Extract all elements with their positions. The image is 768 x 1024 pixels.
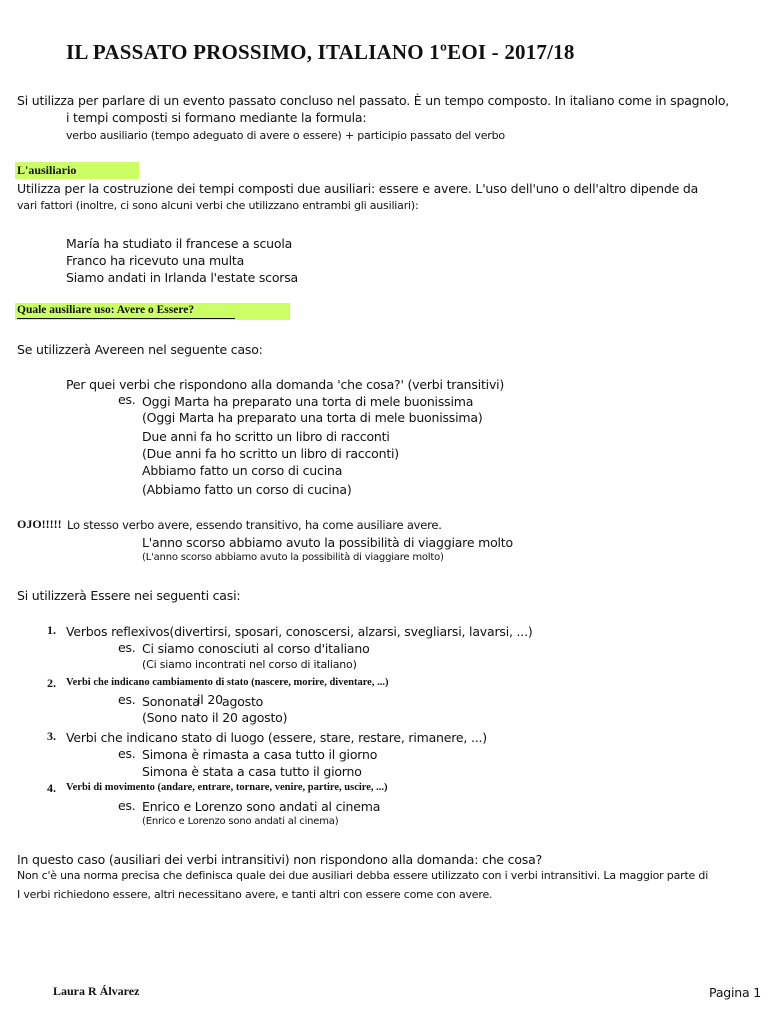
footer-author: Laura R Álvarez (53, 984, 140, 998)
intro-line-1: Si utilizza per parlare di un evento passato concluso nel passato. È un tempo composto. In italiano come in spagnolo, (17, 93, 730, 108)
essere-item-1-number: 1. (47, 623, 56, 637)
intro-formula: verbo ausiliario (tempo adeguato di avere o essere) + participio passato del verbo (66, 129, 505, 142)
avere-example-2: (Oggi Marta ha preparato una torta di mele buonissima) (142, 410, 483, 425)
essere-item-2-text: Verbi che indicano cambiamento di stato (nascere, morire, diventare, ...) (66, 677, 389, 688)
quale-heading-underline (17, 318, 235, 319)
essere-item-4-text: Verbi di movimento (andare, entrare, tornare, venire, partire, uscire, ...) (66, 782, 388, 793)
ojo-text: Lo stesso verbo avere, essendo transitivo, ha come ausiliare avere. (67, 518, 442, 532)
essere-item-2-example-1b: il 20 (197, 692, 223, 707)
ausiliario-example-3: Siamo andati in Irlanda l'estate scorsa (66, 270, 298, 285)
page-title: IL PASSATO PROSSIMO, ITALIANO 1ºEOI - 2017/18 (66, 40, 575, 64)
ausiliario-example-1: María ha studiato il francese a scuola (66, 236, 293, 251)
essere-item-3-example-2: Simona è stata a casa tutto il giorno (142, 764, 362, 779)
essere-item-3-number: 3. (47, 729, 56, 743)
essere-item-1-example-2: (Ci siamo incontrati nel corso di italiano) (142, 658, 357, 671)
avere-example-4: (Due anni fa ho scritto un libro di racconti) (142, 446, 399, 461)
avere-example-3: Due anni fa ho scritto un libro di racconti (142, 429, 390, 444)
ojo-example-1: L'anno scorso abbiamo avuto la possibilità di viaggiare molto (142, 535, 513, 550)
essere-item-2-example-1a: Sononata (142, 694, 200, 709)
essere-item-1-text: Verbos reflexivos(divertirsi, sposari, conoscersi, alzarsi, svegliarsi, lavarsi, ...) (66, 624, 533, 639)
essere-item-2-example-1c: agosto (222, 694, 264, 709)
essere-item-3-es: es. (118, 746, 136, 761)
ausiliario-text-1: Utilizza per la costruzione dei tempi composti due ausiliari: essere e avere. L'uso dell'uno o dell'altro dipende da (17, 181, 699, 196)
essere-intro: Si utilizzerà Essere nei seguenti casi: (17, 588, 241, 603)
essere-item-1-example-1: Ci siamo conosciuti al corso d'italiano (142, 641, 370, 656)
avere-example-5: Abbiamo fatto un corso di cucina (142, 463, 343, 478)
ausiliario-heading: L'ausiliario (17, 163, 77, 177)
conclusion-line-1: In questo caso (ausiliari dei verbi intransitivi) non rispondono alla domanda: che cosa? (17, 852, 543, 867)
avere-es-label: es. (118, 392, 136, 407)
ojo-label: OJO!!!!! (17, 517, 62, 531)
essere-item-2-es: es. (118, 692, 136, 707)
footer-page-number: Pagina 1 (709, 985, 761, 1000)
essere-item-4-example-2: (Enrico e Lorenzo sono andati al cinema) (142, 816, 339, 827)
essere-item-2-example-2: (Sono nato il 20 agosto) (142, 710, 288, 725)
avere-example-6: (Abbiamo fatto un corso di cucina) (142, 482, 352, 497)
transitivi-rule: Per quei verbi che rispondono alla domanda 'che cosa?' (verbi transitivi) (66, 377, 505, 392)
essere-item-4-es: es. (118, 798, 136, 813)
avere-example-1: Oggi Marta ha preparato una torta di mele buonissima (142, 394, 474, 409)
essere-item-2-number: 2. (47, 676, 56, 690)
quale-heading: Quale ausiliare uso: Avere o Essere? (17, 304, 195, 316)
ausiliario-example-2: Franco ha ricevuto una multa (66, 253, 245, 268)
avere-intro: Se utilizzerà Avereen nel seguente caso: (17, 342, 263, 357)
intro-line-2: i tempi composti si formano mediante la formula: (66, 110, 367, 125)
conclusion-line-3: I verbi richiedono essere, altri necessitano avere, e tanti altri con essere come con avere. (17, 888, 493, 901)
essere-item-3-example-1: Simona è rimasta a casa tutto il giorno (142, 747, 378, 762)
essere-item-3-text: Verbi che indicano stato di luogo (essere, stare, restare, rimanere, ...) (66, 730, 487, 745)
ojo-example-2: (L'anno scorso abbiamo avuto la possibilità di viaggiare molto) (142, 552, 444, 563)
conclusion-line-2: Non c'è una norma precisa che definisca quale dei due ausiliari debba essere utilizzato con i verbi intransitivi. La maggior parte di (17, 869, 709, 882)
essere-item-4-number: 4. (47, 781, 56, 795)
essere-item-4-example-1: Enrico e Lorenzo sono andati al cinema (142, 799, 381, 814)
ausiliario-text-2: vari fattori (inoltre, ci sono alcuni verbi che utilizzano entrambi gli ausiliari): (17, 199, 419, 212)
essere-item-1-es: es. (118, 640, 136, 655)
